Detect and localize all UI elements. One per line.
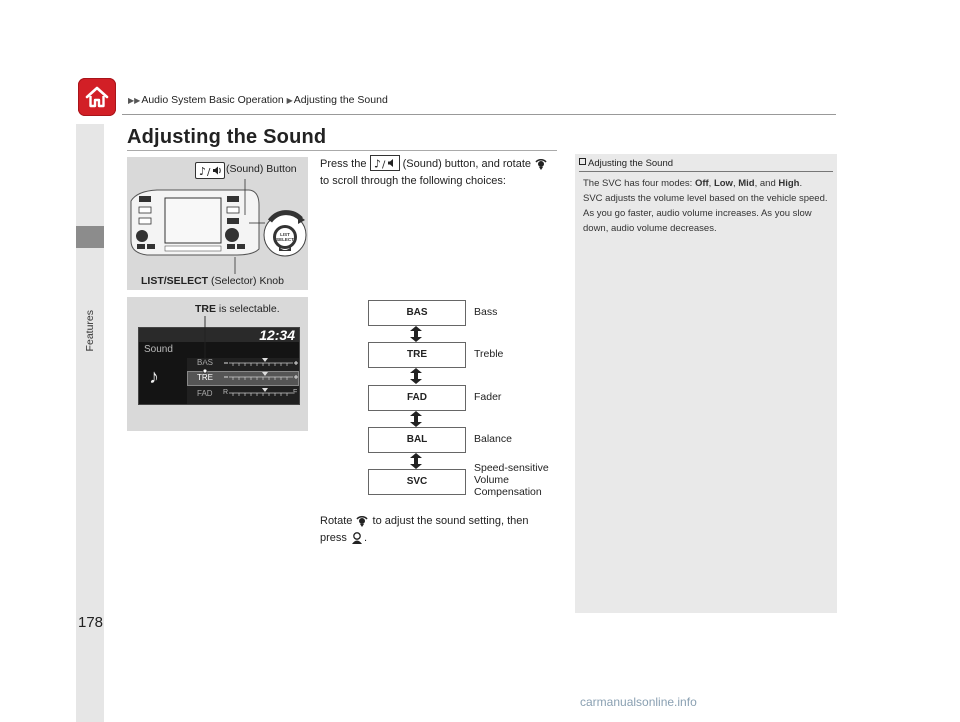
double-arrow-icon [408, 452, 424, 470]
display-clock: 12:34 [259, 327, 295, 343]
sound-icon [196, 163, 224, 178]
header-divider [122, 114, 836, 115]
press-knob-icon [350, 531, 364, 545]
svg-text:/: / [381, 159, 385, 171]
outro-text-d: . [363, 532, 368, 544]
knob-callout-rest: (Selector) Knob [211, 275, 284, 287]
choice-label-fader: Fader [474, 391, 502, 403]
sound-button[interactable] [195, 162, 225, 179]
note-sep: , [732, 178, 739, 189]
note-text: SVC adjusts the volume level based on the vehicle speed. As you go faster, audio volume increases. As you slow down, audio volume decreases. [583, 193, 828, 234]
sound-screen-figure [127, 297, 308, 431]
display-heading: Sound [144, 344, 173, 355]
note-title [579, 158, 673, 169]
title-divider [127, 150, 557, 151]
outro-text-b: to adjust the sound setting, then [372, 515, 529, 527]
breadcrumb-item[interactable]: Adjusting the Sound [293, 94, 388, 106]
intro-paragraph [320, 156, 560, 190]
breadcrumb-arrow-icon: ▶▶ [128, 96, 141, 105]
display-row-bas: BAS [197, 358, 214, 367]
outro-text-a: Rotate [320, 515, 353, 527]
note-sep: , and [754, 178, 779, 189]
sidebar-section-label: Features [84, 310, 96, 352]
choice-box-bal: BAL [368, 427, 466, 453]
note-divider [579, 171, 833, 172]
choice-box-tre: TRE [368, 342, 466, 368]
note-body [583, 176, 831, 236]
choice-box-svc: SVC [368, 469, 466, 495]
note-sep: , [708, 178, 714, 189]
mode-mid: Mid [738, 178, 755, 189]
display-sound-icon: ♪ [149, 366, 159, 388]
svc-label-line: Compensation [474, 486, 542, 498]
intro-text-c: to scroll through the following choices: [320, 175, 506, 187]
knob-callout-bold: LIST/SELECT [141, 275, 209, 287]
sidebar-strip [76, 124, 104, 226]
double-arrow-icon [408, 325, 424, 343]
audio-panel-figure [127, 157, 308, 290]
tre-callout-leader [127, 297, 308, 431]
note-text: The SVC has four modes: [583, 178, 695, 189]
sound-button-callout: (Sound) Button [226, 163, 297, 175]
double-arrow-icon [408, 410, 424, 428]
mode-off: Off [694, 178, 709, 189]
fader-rear-label: R [223, 389, 229, 396]
sound-icon [371, 156, 399, 170]
intro-text-b: (Sound) button, and rotate [402, 158, 532, 170]
fader-front-label: F [293, 389, 298, 396]
tre-callout-rest: is selectable. [218, 303, 280, 315]
display-row-fad: FAD [197, 389, 213, 398]
choice-box-fad: FAD [368, 385, 466, 411]
tre-callout-bold: TRE [195, 303, 216, 315]
page-number: 178 [78, 614, 104, 631]
outro-paragraph [320, 513, 560, 547]
choice-label-balance: Balance [474, 433, 512, 445]
choice-label-bass: Bass [474, 306, 498, 318]
note-text: . [799, 178, 803, 189]
mode-high: High [778, 178, 800, 189]
svg-text:/: / [207, 167, 211, 178]
svc-label-line: Speed-sensitive [474, 462, 549, 474]
sound-button-inline [370, 155, 400, 171]
outro-text-c: press [320, 532, 347, 544]
note-marker-icon [579, 158, 586, 165]
display-row-tre[interactable]: TRE [197, 373, 213, 382]
svg-text:SELECT: SELECT [276, 237, 294, 242]
breadcrumb [128, 94, 388, 106]
intro-text-a: Press the [320, 158, 367, 170]
choice-label-treble: Treble [474, 348, 504, 360]
svg-text:LIST: LIST [280, 232, 290, 237]
svg-text:♪: ♪ [373, 157, 381, 171]
choice-box-bas: BAS [368, 300, 466, 326]
svg-text:♪: ♪ [199, 165, 207, 178]
page-title: Adjusting the Sound [127, 126, 327, 148]
home-icon [84, 84, 110, 110]
list-select-knob-callout [141, 275, 284, 287]
mode-low: Low [713, 178, 733, 189]
breadcrumb-item[interactable]: Audio System Basic Operation [141, 94, 284, 106]
breadcrumb-arrow-icon: ▶ [286, 96, 293, 105]
rotate-knob-icon [355, 514, 369, 528]
note-title-text: Adjusting the Sound [588, 158, 674, 169]
sidebar-section-tab[interactable] [76, 226, 104, 248]
choice-label-svc [474, 462, 549, 498]
home-button[interactable] [78, 78, 116, 116]
watermark: carmanualsonline.info [580, 695, 697, 709]
double-arrow-icon [408, 367, 424, 385]
svc-label-line: Volume [474, 474, 510, 486]
rotate-knob-icon [534, 157, 548, 171]
